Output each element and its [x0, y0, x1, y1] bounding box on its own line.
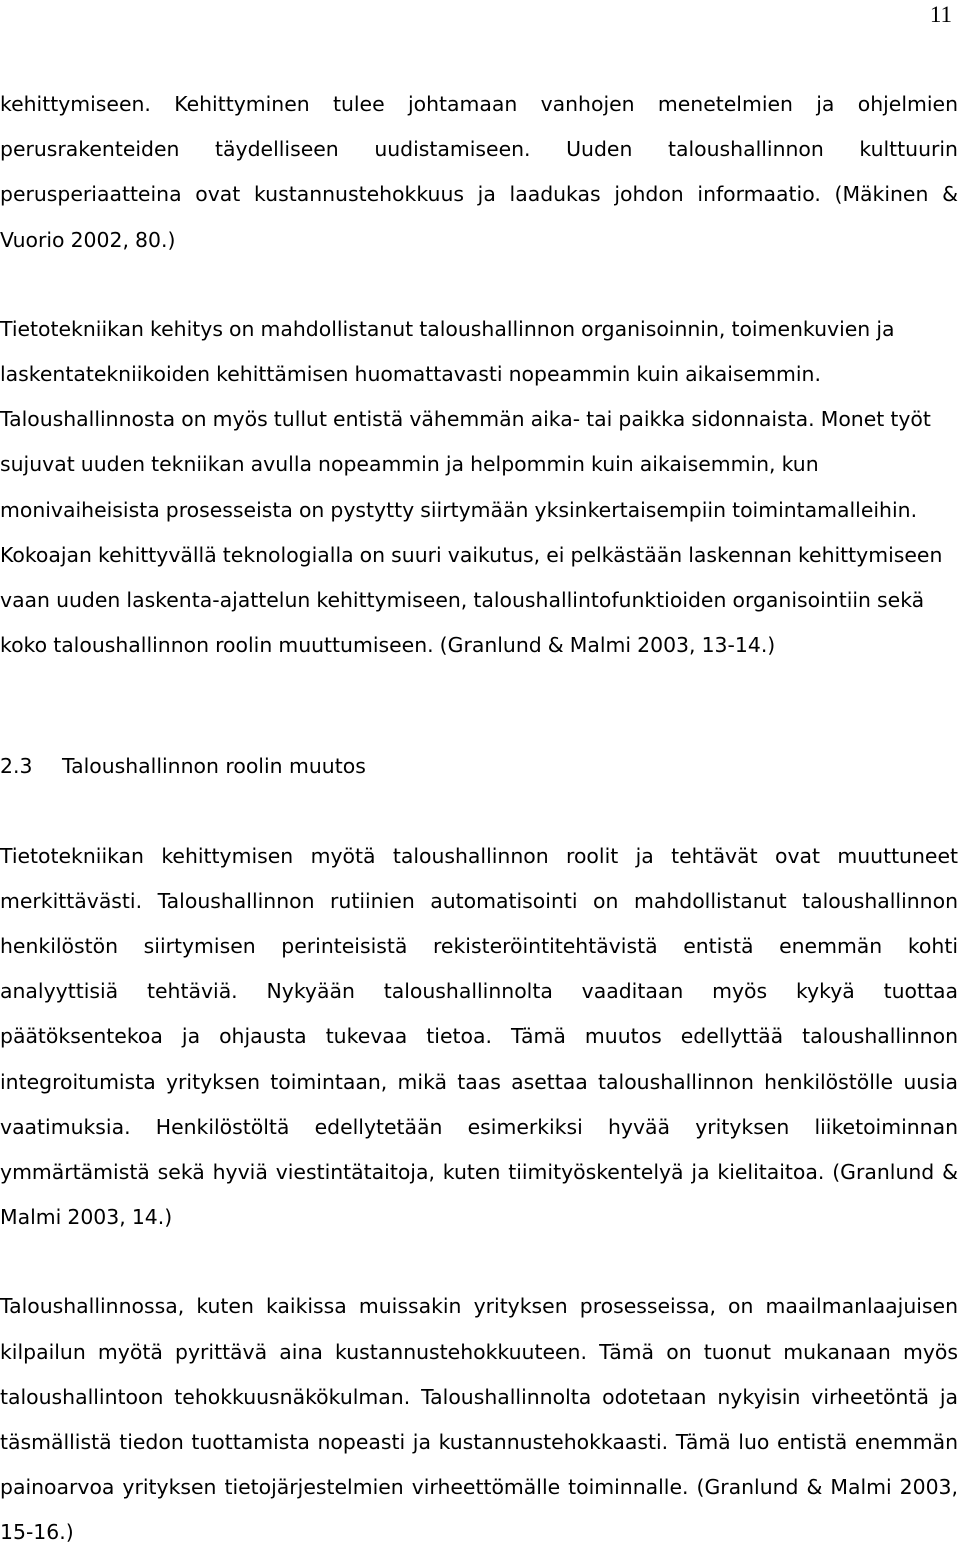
section-title: Taloushallinnon roolin muutos: [62, 754, 366, 779]
paragraph-role-change: Tietotekniikan kehittymisen myötä taloushallinnon roolit ja tehtävät ovat muuttuneet merkittävästi. Taloushallinnon rutiinien automatisointi on mahdollistanut taloushallinnon henkilöstön siirtymisen perinteisistä rekisteröintitehtävistä entistä enemmän kohti analyyttisiä tehtäviä. Nykyään taloushallinnolta vaaditaan myös kykyä tuottaa päätöksentekoa ja ohjausta tukevaa tietoa. Tämä muutos edellyttää taloushallinnon integroitumista yrityksen toimintaan, mikä taas asettaa taloushallinnon henkilöstölle uusia vaatimuksia. Henkilöstöltä edellytetään esimerkiksi hyvää yrityksen liiketoiminnan ymmärtämistä sekä hyviä viestintätaitoja, kuten tiimityöskentelyä ja kielitaitoa. (Granlund & Malmi 2003, 14.): [0, 843, 958, 1230]
heading-spacer: [0, 790, 958, 834]
paragraph-spacer: [0, 263, 958, 307]
page-number: 11: [929, 2, 952, 27]
section-heading: [0, 744, 958, 789]
paragraph-cost-efficiency: Taloushallinnossa, kuten kaikissa muissakin yrityksen prosesseissa, on maailmanlaajuisen kilpailun myötä pyrittävä aina kustannustehokkuuteen. Tämä on tuonut mukanaan myös taloushallintoon tehokkuusnäkökulman. Taloushallinnolta odotetaan nykyisin virheetöntä ja täsmällistä tiedon tuottamista nopeasti ja kustannustehokkaasti. Tämä luo entistä enemmän painoarvoa yrityksen tietojärjestelmien virheettömälle toiminnalle. (Granlund & Malmi 2003, 15-16.): [0, 1294, 958, 1545]
paragraph-spacer: [0, 1240, 958, 1284]
paragraph-intro: kehittymiseen. Kehittyminen tulee johtamaan vanhojen menetelmien ja ohjelmien perusrakenteiden täydelliseen uudistamiseen. Uuden taloushallinnon kulttuurin perusperiaatteina ovat kustannustehokkuus ja laadukas johdon informaatio. (Mäkinen & Vuorio 2002, 80.): [0, 92, 958, 252]
section-number: 2.3: [0, 754, 33, 779]
paragraph-it-development: Tietotekniikan kehitys on mahdollistanut taloushallinnon organisoinnin, toimenkuvien ja laskentatekniikoiden kehittämisen huomattavasti nopeammin kuin aikaisemmin. Taloushallinnosta on myös tullut entistä vähemmän aika- tai paikka sidonnaista. Monet työt sujuvat uuden tekniikan avulla nopeammin ja helpommin kuin aikaisemmin, kun monivaiheisista prosesseista on pystytty siirtymään yksinkertaisempiin toimintamalleihin. Kokoajan kehittyvällä teknologialla on suuri vaikutus, ei pelkästään laskennan kehittymiseen vaan uuden laskenta-ajattelun kehittymiseen, taloushallintofunktioiden organisointiin sekä koko taloushallinnon roolin muuttumiseen. (Granlund & Malmi 2003, 13-14.): [0, 316, 943, 658]
document-body: [0, 82, 958, 1556]
section-spacer: [0, 668, 958, 744]
